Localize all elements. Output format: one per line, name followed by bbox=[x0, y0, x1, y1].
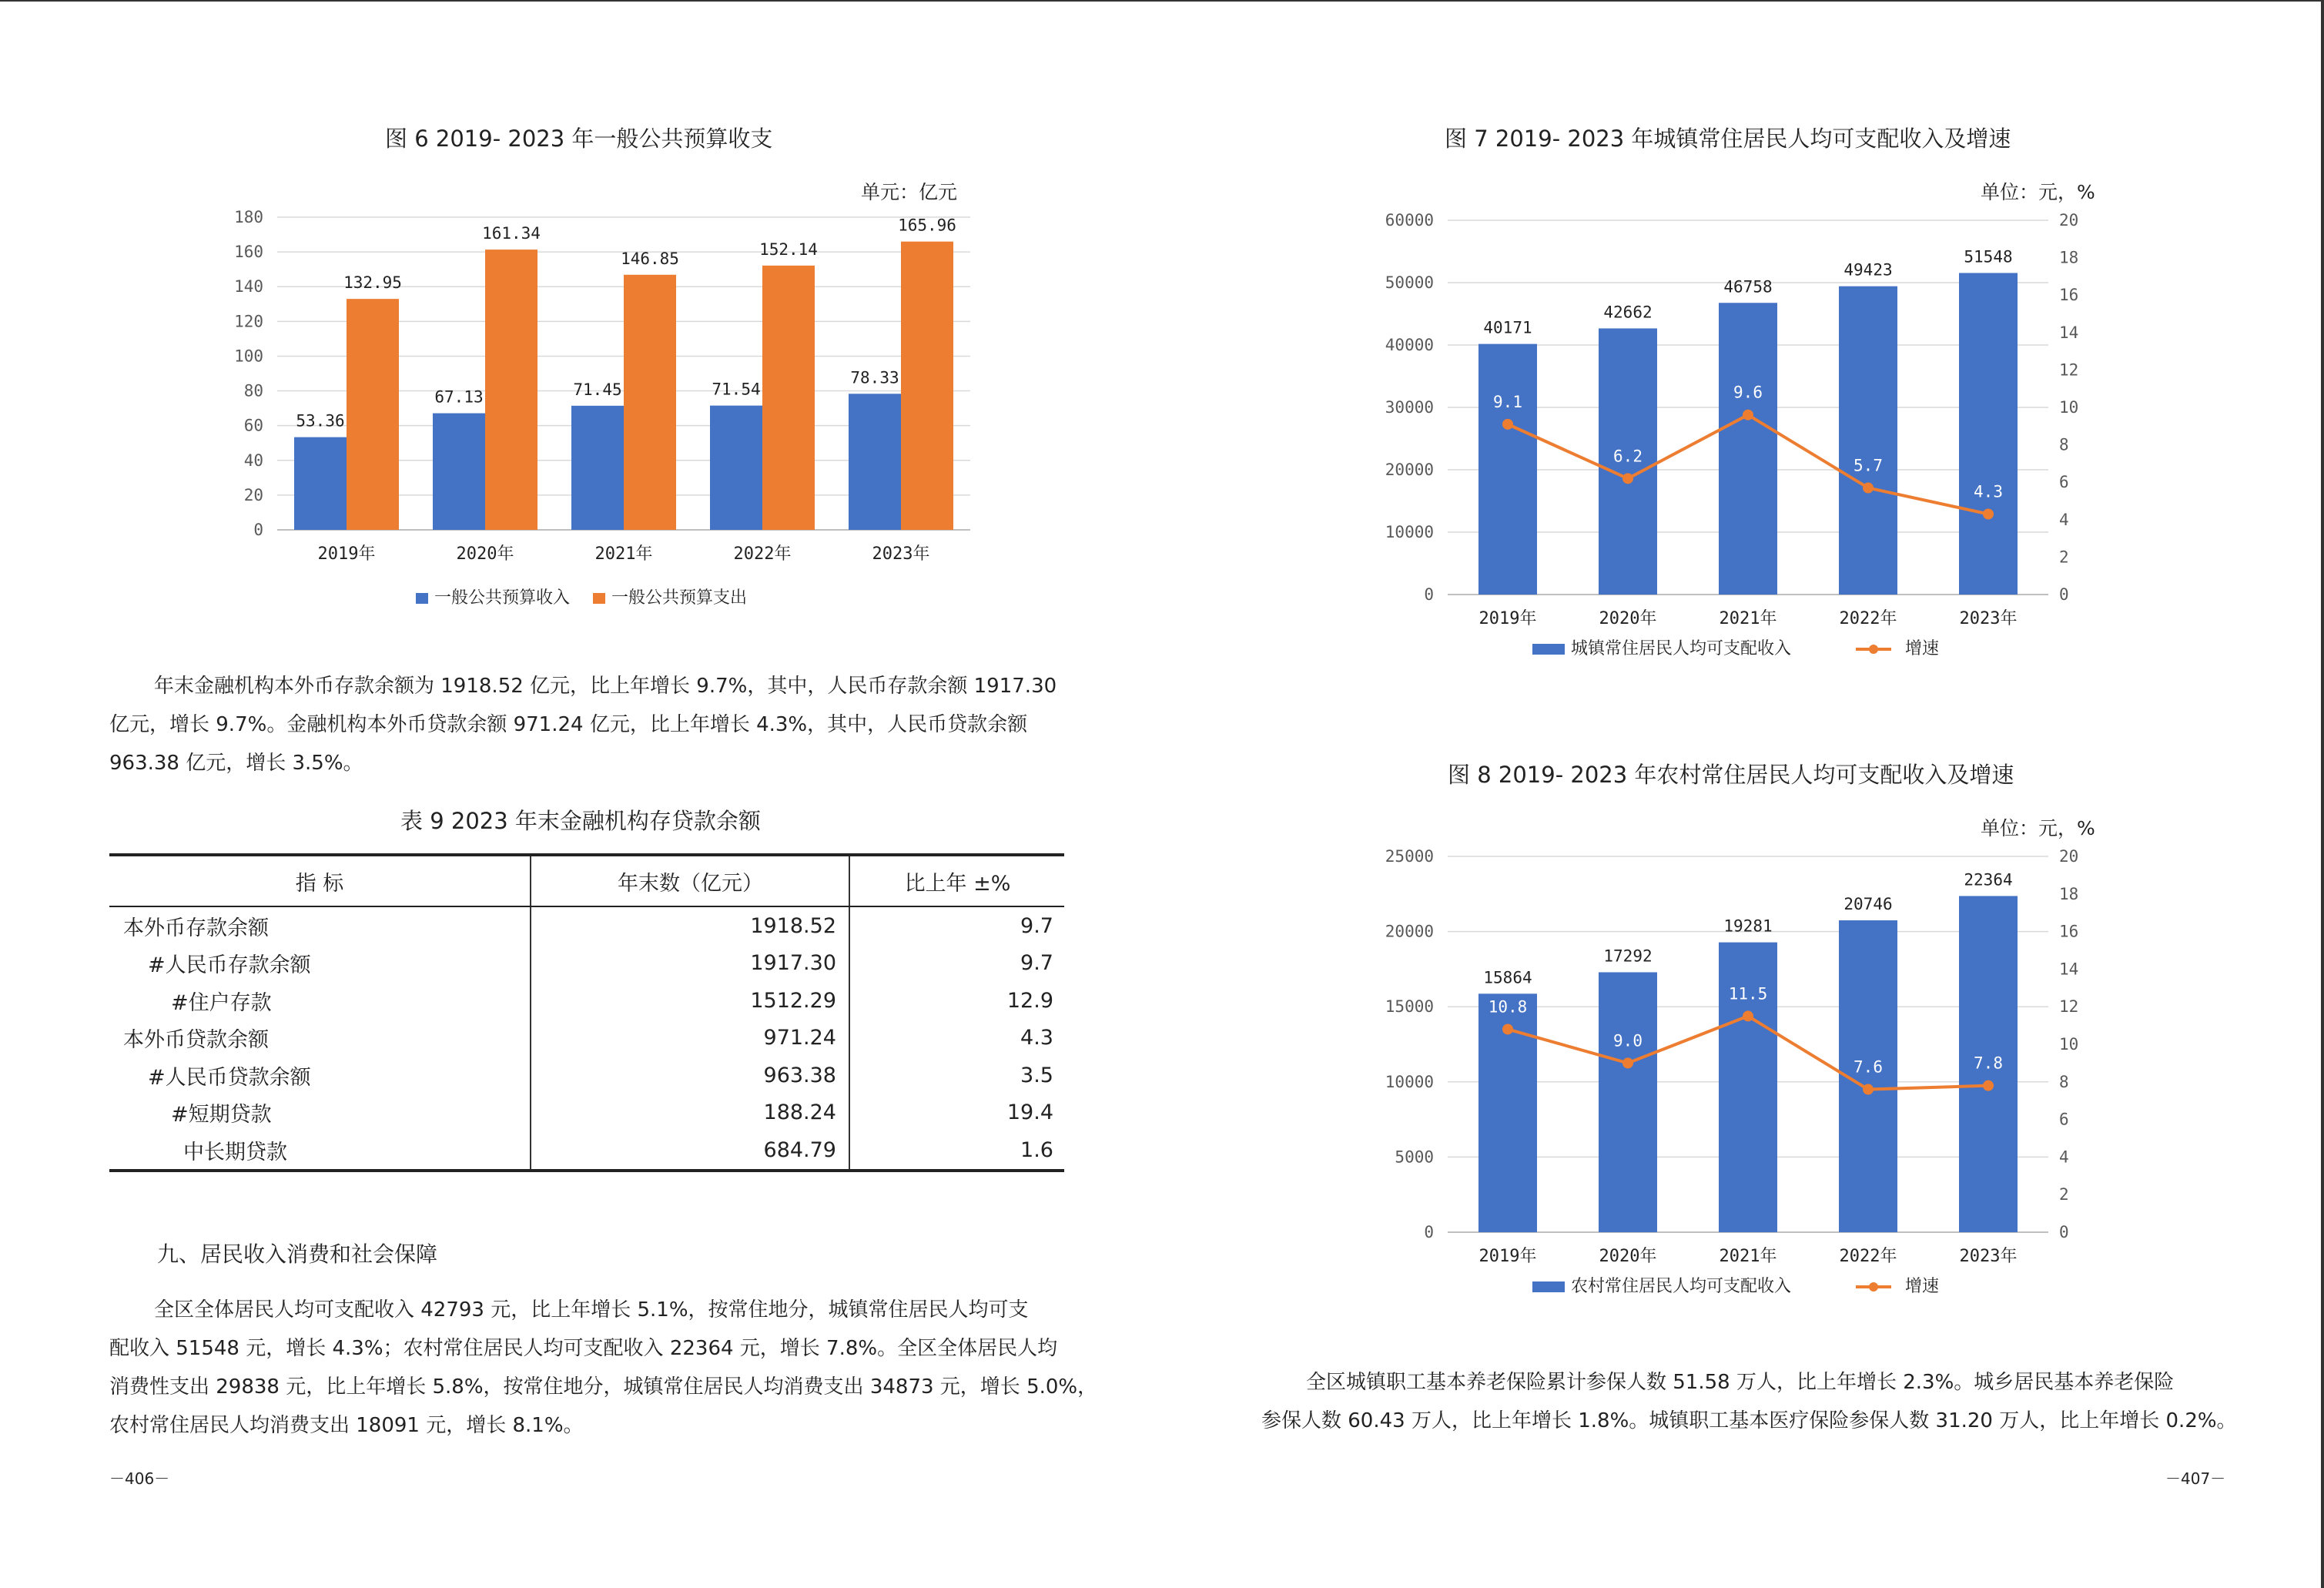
table-row bbox=[109, 1057, 1064, 1094]
y-tick-label: 40 bbox=[243, 451, 263, 470]
legend-marker bbox=[1869, 1282, 1878, 1292]
line-data-label: 7.6 bbox=[1854, 1057, 1883, 1077]
y-tick-label: 5000 bbox=[1395, 1147, 1434, 1167]
line-point bbox=[1622, 1057, 1633, 1068]
line-point bbox=[1502, 419, 1513, 430]
deposit-loan-table bbox=[109, 853, 1064, 1172]
line-data-label: 9.1 bbox=[1493, 392, 1522, 411]
row-value: 971.24 bbox=[531, 1020, 849, 1057]
row-value: 1918.52 bbox=[531, 906, 849, 945]
row-value: 1512.29 bbox=[531, 982, 849, 1020]
fig7-svg bbox=[1378, 203, 2118, 673]
y2-tick-label: 2 bbox=[2059, 1185, 2069, 1204]
y2-tick-label: 4 bbox=[2059, 510, 2069, 529]
y2-tick-label: 0 bbox=[2059, 1223, 2069, 1241]
right-para-line1: 全区城镇职工基本养老保险累计参保人数 51.58 万人，比上年增长 2.3%。城乡居民基本养老保险 bbox=[1306, 1371, 2175, 1394]
row-name: 本外币存款余额 bbox=[109, 906, 531, 945]
row-value: 1917.30 bbox=[531, 945, 849, 983]
y2-tick-label: 0 bbox=[2059, 585, 2069, 604]
y-tick-label: 20 bbox=[243, 485, 263, 504]
x-tick-label: 2019年 bbox=[1478, 1247, 1537, 1266]
y-tick-label: 20000 bbox=[1385, 461, 1434, 479]
bar bbox=[762, 266, 815, 530]
data-label: 78.33 bbox=[850, 368, 899, 387]
y2-tick-label: 18 bbox=[2059, 248, 2079, 267]
legend-label: 增速 bbox=[1905, 639, 1940, 658]
fig7-title: 图 7 2019- 2023 年城镇常住居民人均可支配收入及增速 bbox=[1445, 126, 2011, 152]
data-label: 132.95 bbox=[343, 273, 402, 293]
legend-label: 城镇常住居民人均可支配收入 bbox=[1571, 639, 1792, 658]
y2-tick-label: 4 bbox=[2059, 1147, 2069, 1167]
y-tick-label: 0 bbox=[1424, 585, 1434, 604]
data-label: 161.34 bbox=[482, 224, 541, 243]
fig8-title: 图 8 2019- 2023 年农村常住居民人均可支配收入及增速 bbox=[1448, 762, 2014, 788]
row-value: 684.79 bbox=[531, 1131, 849, 1171]
legend-swatch bbox=[1532, 1281, 1565, 1292]
x-tick-label: 2019年 bbox=[317, 544, 376, 564]
top-border bbox=[0, 0, 2324, 2]
row-name: #人民币贷款余额 bbox=[109, 1057, 531, 1094]
fig7-unit: 单位：元，% bbox=[1981, 181, 2095, 203]
row-name: #住户存款 bbox=[109, 982, 531, 1020]
x-tick-label: 2022年 bbox=[1839, 609, 1897, 628]
para2-line3: 消费性支出 29838 元，比上年增长 5.8%，按常住地分，城镇常住居民人均消费支出 34873 元，增长 5.0%， bbox=[109, 1375, 1098, 1399]
row-name: #短期贷款 bbox=[109, 1094, 531, 1132]
fig8-chart bbox=[1378, 839, 2118, 1309]
page-number-left: －406－ bbox=[109, 1469, 170, 1488]
row-change: 4.3 bbox=[1020, 1026, 1053, 1050]
table-row bbox=[109, 982, 1064, 1020]
line-point bbox=[1622, 473, 1633, 484]
y2-tick-label: 10 bbox=[2059, 398, 2079, 417]
bar bbox=[849, 394, 901, 530]
y-tick-label: 40000 bbox=[1385, 336, 1434, 354]
data-label: 53.36 bbox=[296, 411, 345, 431]
bar bbox=[347, 299, 399, 530]
row-change: 19.4 bbox=[1006, 1101, 1053, 1125]
data-label: 19281 bbox=[1723, 916, 1773, 936]
y-tick-label: 180 bbox=[234, 208, 263, 226]
table-row bbox=[109, 906, 1064, 945]
x-tick-label: 2019年 bbox=[1478, 609, 1537, 628]
line-data-label: 5.7 bbox=[1854, 456, 1883, 475]
para1-line3: 963.38 亿元，增长 3.5%。 bbox=[109, 752, 363, 775]
table-row bbox=[109, 1094, 1064, 1132]
y2-tick-label: 16 bbox=[2059, 922, 2079, 941]
line-point bbox=[1863, 1084, 1874, 1095]
row-name: 中长期贷款 bbox=[109, 1131, 531, 1171]
data-label: 165.96 bbox=[898, 216, 956, 235]
y-tick-label: 160 bbox=[234, 243, 263, 262]
fig6-svg bbox=[216, 204, 978, 608]
y-tick-label: 0 bbox=[1424, 1223, 1434, 1241]
para1-line2: 亿元，增长 9.7%。金融机构本外币贷款余额 971.24 亿元，比上年增长 4.3%，其中，人民币贷款余额 bbox=[109, 713, 1028, 736]
line-point bbox=[1983, 1080, 1994, 1091]
y2-tick-label: 20 bbox=[2059, 847, 2079, 866]
x-tick-label: 2023年 bbox=[872, 544, 930, 564]
legend-marker bbox=[1869, 645, 1878, 654]
line-point bbox=[1863, 482, 1874, 493]
x-tick-label: 2023年 bbox=[1959, 1247, 2018, 1266]
data-label: 42662 bbox=[1603, 303, 1653, 322]
y-tick-label: 25000 bbox=[1385, 847, 1434, 866]
x-tick-label: 2020年 bbox=[456, 544, 514, 564]
x-tick-label: 2022年 bbox=[1839, 1247, 1897, 1266]
header-year-end: 年末数（亿元） bbox=[531, 855, 849, 906]
data-label: 71.54 bbox=[712, 380, 761, 399]
row-change: 12.9 bbox=[1006, 988, 1053, 1013]
page-number-right: －407－ bbox=[2165, 1469, 2226, 1488]
fig6-chart bbox=[216, 204, 978, 608]
bar bbox=[901, 242, 953, 530]
table-title: 表 9 2023 年末金融机构存贷款余额 bbox=[400, 808, 761, 834]
line-point bbox=[1502, 1023, 1513, 1034]
fig8-svg bbox=[1378, 839, 2118, 1309]
y2-tick-label: 8 bbox=[2059, 435, 2069, 454]
x-tick-label: 2021年 bbox=[594, 544, 653, 564]
bar bbox=[710, 406, 762, 530]
right-border bbox=[2321, 0, 2324, 1588]
right-para-line2: 参保人数 60.43 万人，比上年增长 1.8%。城镇职工基本医疗保险参保人数 31.20 万人，比上年增长 0.2%。 bbox=[1261, 1409, 2237, 1432]
legend-label: 一般公共预算收入 bbox=[434, 588, 571, 608]
data-label: 20746 bbox=[1843, 895, 1893, 914]
legend-swatch bbox=[416, 593, 428, 604]
y2-tick-label: 12 bbox=[2059, 360, 2079, 380]
y2-tick-label: 16 bbox=[2059, 286, 2079, 305]
header-indicator: 指 标 bbox=[109, 855, 531, 906]
legend-swatch bbox=[1532, 644, 1565, 655]
y-tick-label: 120 bbox=[234, 312, 263, 331]
line-data-label: 11.5 bbox=[1728, 984, 1768, 1003]
y-tick-label: 60000 bbox=[1385, 211, 1434, 229]
para1-line1: 年末金融机构本外币存款余额为 1918.52 亿元，比上年增长 9.7%，其中，人民币存款余额 1917.30 bbox=[154, 675, 1057, 698]
fig6-unit: 单元：亿元 bbox=[861, 181, 958, 203]
row-change: 9.7 bbox=[1020, 913, 1053, 938]
row-value: 963.38 bbox=[531, 1057, 849, 1094]
data-label: 71.45 bbox=[573, 380, 622, 399]
para2-line1: 全区全体居民人均可支配收入 42793 元，比上年增长 5.1%，按常住地分，城镇常住居民人均可支 bbox=[154, 1298, 1029, 1322]
line-data-label: 9.6 bbox=[1733, 383, 1763, 402]
y2-tick-label: 2 bbox=[2059, 548, 2069, 567]
y-tick-label: 60 bbox=[243, 416, 263, 435]
legend-swatch bbox=[593, 593, 605, 604]
y2-tick-label: 6 bbox=[2059, 1110, 2069, 1129]
line-point bbox=[1983, 509, 1994, 520]
line-point bbox=[1743, 1010, 1753, 1021]
x-tick-label: 2023年 bbox=[1959, 609, 2018, 628]
header-change: 比上年 ±% bbox=[849, 855, 1064, 906]
y-tick-label: 20000 bbox=[1385, 922, 1434, 941]
data-label: 67.13 bbox=[434, 387, 484, 407]
y2-tick-label: 6 bbox=[2059, 473, 2069, 492]
bar bbox=[624, 275, 676, 530]
data-label: 51548 bbox=[1964, 247, 2013, 266]
x-tick-label: 2020年 bbox=[1599, 609, 1657, 628]
row-change: 3.5 bbox=[1020, 1063, 1053, 1087]
data-label: 49423 bbox=[1843, 260, 1893, 280]
y2-tick-label: 14 bbox=[2059, 323, 2079, 342]
line-point bbox=[1743, 410, 1753, 420]
y2-tick-label: 14 bbox=[2059, 960, 2079, 979]
line-data-label: 10.8 bbox=[1488, 997, 1528, 1017]
data-label: 17292 bbox=[1603, 946, 1653, 966]
bar bbox=[1839, 286, 1897, 595]
row-name: #人民币存款余额 bbox=[109, 945, 531, 983]
table-row bbox=[109, 1131, 1064, 1171]
legend-label: 一般公共预算支出 bbox=[611, 588, 748, 608]
y2-tick-label: 8 bbox=[2059, 1072, 2069, 1091]
x-tick-label: 2021年 bbox=[1719, 609, 1777, 628]
y-tick-label: 0 bbox=[253, 521, 263, 539]
bar bbox=[485, 250, 537, 530]
line-data-label: 6.2 bbox=[1613, 447, 1643, 466]
y-tick-label: 10000 bbox=[1385, 523, 1434, 541]
bar bbox=[1599, 972, 1657, 1232]
data-label: 46758 bbox=[1723, 277, 1773, 296]
bar bbox=[1959, 273, 2018, 595]
data-label: 40171 bbox=[1483, 318, 1532, 337]
fig8-unit: 单位：元，% bbox=[1981, 817, 2095, 839]
bar bbox=[1478, 344, 1537, 595]
y-tick-label: 80 bbox=[243, 381, 263, 400]
y-tick-label: 50000 bbox=[1385, 273, 1434, 292]
fig7-chart bbox=[1378, 203, 2118, 673]
x-tick-label: 2022年 bbox=[733, 544, 792, 564]
row-name: 本外币贷款余额 bbox=[109, 1020, 531, 1057]
y-tick-label: 15000 bbox=[1385, 997, 1434, 1017]
table-row bbox=[109, 945, 1064, 983]
para2-line4: 农村常住居民人均消费支出 18091 元，增长 8.1%。 bbox=[109, 1414, 584, 1437]
fig6-title: 图 6 2019- 2023 年一般公共预算收支 bbox=[385, 126, 773, 152]
y-tick-label: 10000 bbox=[1385, 1072, 1434, 1091]
data-label: 15864 bbox=[1483, 968, 1532, 987]
y2-tick-label: 18 bbox=[2059, 884, 2079, 903]
y-tick-label: 140 bbox=[234, 277, 263, 296]
row-change: 1.6 bbox=[849, 1131, 1064, 1171]
y2-tick-label: 12 bbox=[2059, 997, 2079, 1017]
legend-label: 增速 bbox=[1905, 1277, 1940, 1296]
bar bbox=[294, 437, 347, 530]
bar bbox=[571, 406, 624, 530]
data-label: 152.14 bbox=[759, 240, 818, 259]
data-label: 146.85 bbox=[621, 249, 679, 268]
bar bbox=[1719, 303, 1777, 595]
para2-line2: 配收入 51548 元，增长 4.3%；农村常住居民人均可支配收入 22364 元，增长 7.8%。全区全体居民人均 bbox=[109, 1337, 1058, 1360]
data-label: 22364 bbox=[1964, 870, 2013, 889]
y2-tick-label: 10 bbox=[2059, 1035, 2079, 1054]
legend-label: 农村常住居民人均可支配收入 bbox=[1571, 1277, 1792, 1296]
line-data-label: 9.0 bbox=[1613, 1031, 1643, 1050]
table-row bbox=[109, 1020, 1064, 1057]
line-data-label: 4.3 bbox=[1974, 482, 2003, 501]
row-value: 188.24 bbox=[531, 1094, 849, 1132]
table-header-row bbox=[109, 855, 1064, 906]
bar bbox=[433, 414, 485, 530]
line-data-label: 7.8 bbox=[1974, 1054, 2003, 1073]
y-tick-label: 30000 bbox=[1385, 398, 1434, 417]
x-tick-label: 2020年 bbox=[1599, 1247, 1657, 1266]
x-tick-label: 2021年 bbox=[1719, 1247, 1777, 1266]
row-change: 9.7 bbox=[1020, 951, 1053, 976]
y-tick-label: 100 bbox=[234, 347, 263, 366]
y2-tick-label: 20 bbox=[2059, 211, 2079, 229]
section-heading: 九、居民收入消费和社会保障 bbox=[157, 1241, 438, 1267]
